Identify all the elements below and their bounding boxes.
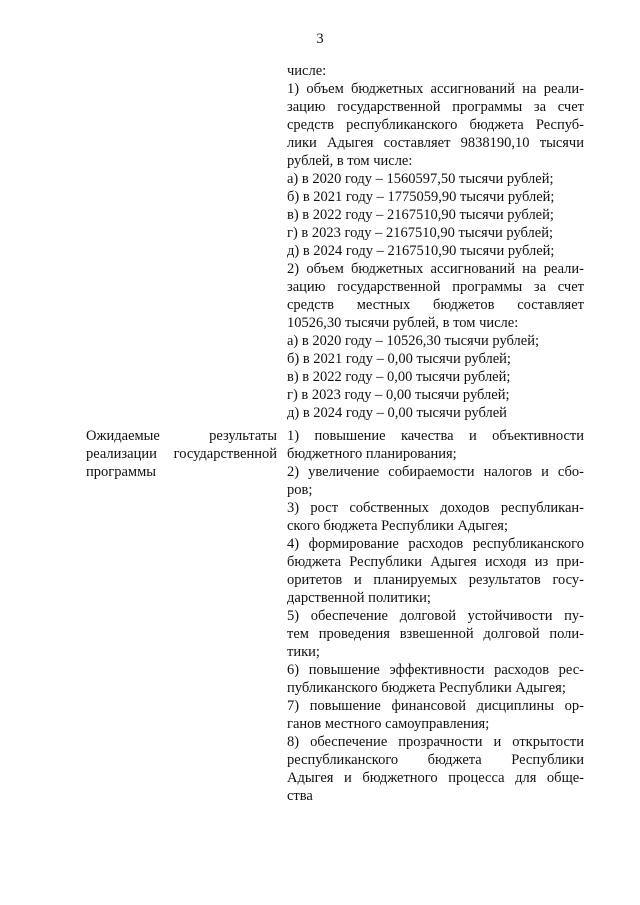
text-line: д) в 2024 году – 2167510,90 тысячи рублей; bbox=[287, 243, 555, 259]
text-line: 2) увеличение собираемости налогов и сбо- bbox=[287, 464, 584, 480]
text-line: ского бюджета Республики Адыгея; bbox=[287, 518, 508, 534]
text-line: д) в 2024 году – 0,00 тысячи рублей bbox=[287, 405, 507, 421]
text-line: средств местных бюджетов составляет bbox=[287, 297, 584, 313]
text-line: зацию государственной программы за счет bbox=[287, 99, 584, 115]
results-row-label bbox=[86, 427, 277, 481]
text-line: ства bbox=[287, 788, 313, 804]
text-line: в) в 2022 году – 2167510,90 тысячи рублей; bbox=[287, 207, 554, 223]
text-line: реализации государственной bbox=[86, 446, 277, 462]
text-line: тики; bbox=[287, 644, 320, 660]
text-line: а) в 2020 году – 10526,30 тысячи рублей; bbox=[287, 333, 539, 349]
text-line: числе: bbox=[287, 63, 327, 79]
text-line: 10526,30 тысячи рублей, в том числе: bbox=[287, 315, 519, 331]
page-number: 3 bbox=[316, 31, 324, 47]
funding-text-block bbox=[287, 62, 584, 422]
text-line: Ожидаемые результаты bbox=[86, 428, 277, 444]
expected-results-text-block bbox=[287, 427, 584, 805]
text-line: г) в 2023 году – 0,00 тысячи рублей; bbox=[287, 387, 510, 403]
text-line: 1) объем бюджетных ассигнований на реали- bbox=[287, 81, 584, 97]
text-line: дарственной политики; bbox=[287, 590, 431, 606]
text-line: 7) повышение финансовой дисциплины ор- bbox=[287, 698, 584, 714]
text-line: 6) повышение эффективности расходов рес- bbox=[287, 662, 584, 678]
text-line: 8) обеспечение прозрачности и открытости bbox=[287, 734, 584, 750]
text-line: Адыгея и бюджетного процесса для обще- bbox=[287, 770, 584, 786]
text-line: лики Адыгея составляет 9838190,10 тысячи bbox=[287, 135, 584, 151]
text-line: ганов местного самоуправления; bbox=[287, 716, 490, 732]
text-line: рублей, в том числе: bbox=[287, 153, 413, 169]
text-line: тем проведения взвешенной долговой поли- bbox=[287, 626, 584, 642]
text-line: ров; bbox=[287, 482, 313, 498]
text-line: б) в 2021 году – 0,00 тысячи рублей; bbox=[287, 351, 511, 367]
text-line: средств республиканского бюджета Респуб- bbox=[287, 117, 584, 133]
text-line: г) в 2023 году – 2167510,90 тысячи рублей; bbox=[287, 225, 553, 241]
text-line: программы bbox=[86, 464, 156, 480]
text-line: бюджетного планирования; bbox=[287, 446, 457, 462]
text-line: публиканского бюджета Республики Адыгея; bbox=[287, 680, 566, 696]
text-line: зацию государственной программы за счет bbox=[287, 279, 584, 295]
text-line: 1) повышение качества и объективности bbox=[287, 428, 584, 444]
text-line: бюджета Республики Адыгея исходя из при- bbox=[287, 554, 584, 570]
text-line: а) в 2020 году – 1560597,50 тысячи рублей; bbox=[287, 171, 554, 187]
text-line: 4) формирование расходов республиканского bbox=[287, 536, 584, 552]
text-line: б) в 2021 году – 1775059,90 тысячи рублей; bbox=[287, 189, 555, 205]
text-line: 2) объем бюджетных ассигнований на реали- bbox=[287, 261, 584, 277]
text-line: в) в 2022 году – 0,00 тысячи рублей; bbox=[287, 369, 511, 385]
text-line: 3) рост собственных доходов республикан- bbox=[287, 500, 584, 516]
text-line: республиканского бюджета Республики bbox=[287, 752, 584, 768]
text-line: 5) обеспечение долговой устойчивости пу- bbox=[287, 608, 584, 624]
text-line: оритетов и планируемых результатов госу- bbox=[287, 572, 584, 588]
